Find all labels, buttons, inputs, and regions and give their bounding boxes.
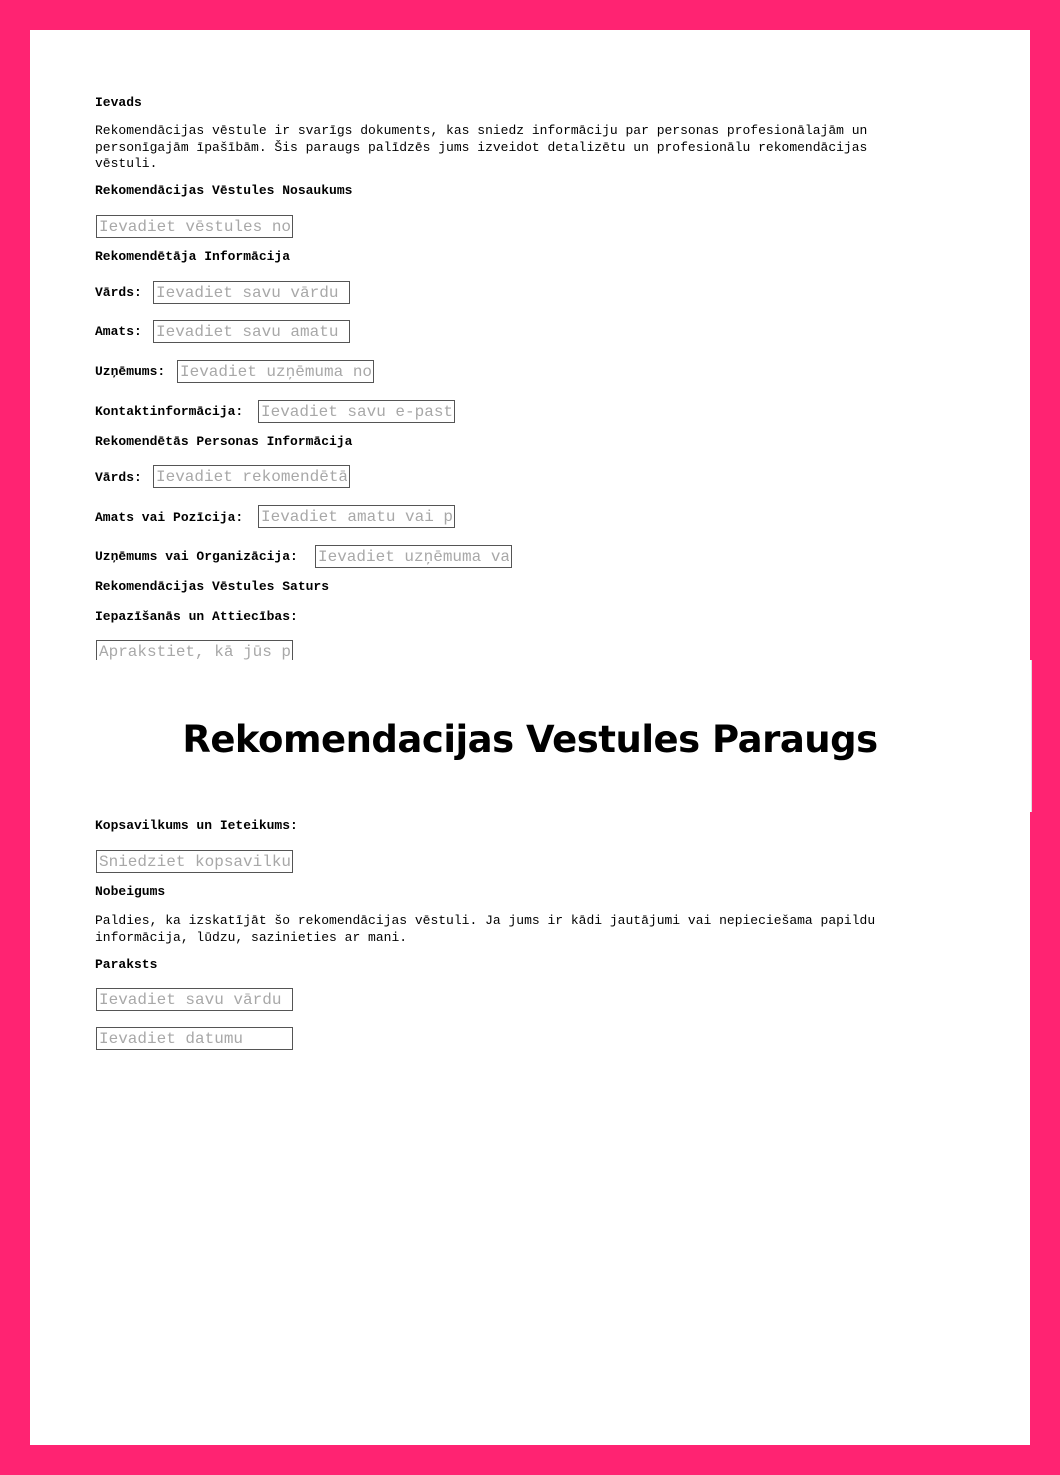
- recommender-position-input[interactable]: [153, 320, 350, 343]
- signature-name-input[interactable]: [96, 988, 293, 1011]
- closing-heading: Nobeigums: [95, 884, 166, 899]
- banner-title: Rekomendacijas Vestules Paraugs: [182, 718, 878, 761]
- recommender-contact-label: Kontaktinformācija:: [95, 404, 244, 419]
- recommender-heading: Rekomendētāja Informācija: [95, 249, 291, 264]
- intro-text: Rekomendācijas vēstule ir svarīgs dokuments, kas sniedz informāciju par personas profesionālajām un personīgajām īpašībām. Šis paraugs palīdzēs jums izveidot detalizētu un profesionālu rekomendācijas vēstuli.: [95, 123, 868, 171]
- title-banner: [30, 660, 1032, 812]
- summary-input[interactable]: [96, 850, 293, 873]
- letter-title-heading: Rekomendācijas Vēstules Nosaukums: [95, 183, 353, 198]
- intro-heading: Ievads: [95, 95, 142, 110]
- document-page: [30, 30, 1030, 1445]
- recommended-name-label: Vārds:: [95, 470, 142, 485]
- recommender-position-label: Amats:: [95, 324, 142, 339]
- recommended-org-label: Uzņēmums vai Organizācija:: [95, 549, 298, 564]
- signature-date-input[interactable]: [96, 1027, 293, 1050]
- recommender-name-label: Vārds:: [95, 285, 142, 300]
- recommender-contact-input[interactable]: [258, 400, 455, 423]
- recommended-heading: Rekomendētās Personas Informācija: [95, 434, 353, 449]
- content-heading: Rekomendācijas Vēstules Saturs: [95, 579, 330, 594]
- recommender-company-label: Uzņēmums:: [95, 364, 166, 379]
- closing-text: Paldies, ka izskatījāt šo rekomendācijas vēstuli. Ja jums ir kādi jautājumi vai nepieciešama papildu informācija, lūdzu, sazinieties ar mani.: [95, 913, 876, 945]
- acquaintance-label: Iepazīšanās un Attiecības:: [95, 609, 298, 624]
- recommended-position-input[interactable]: [258, 505, 455, 528]
- signature-heading: Paraksts: [95, 957, 158, 972]
- recommended-position-label: Amats vai Pozīcija:: [95, 510, 244, 525]
- summary-label: Kopsavilkums un Ieteikums:: [95, 818, 298, 833]
- recommended-name-input[interactable]: [153, 465, 350, 488]
- recommender-name-input[interactable]: [153, 281, 350, 304]
- recommender-company-input[interactable]: [177, 360, 374, 383]
- letter-title-input[interactable]: [96, 215, 293, 238]
- recommended-org-input[interactable]: [315, 545, 512, 568]
